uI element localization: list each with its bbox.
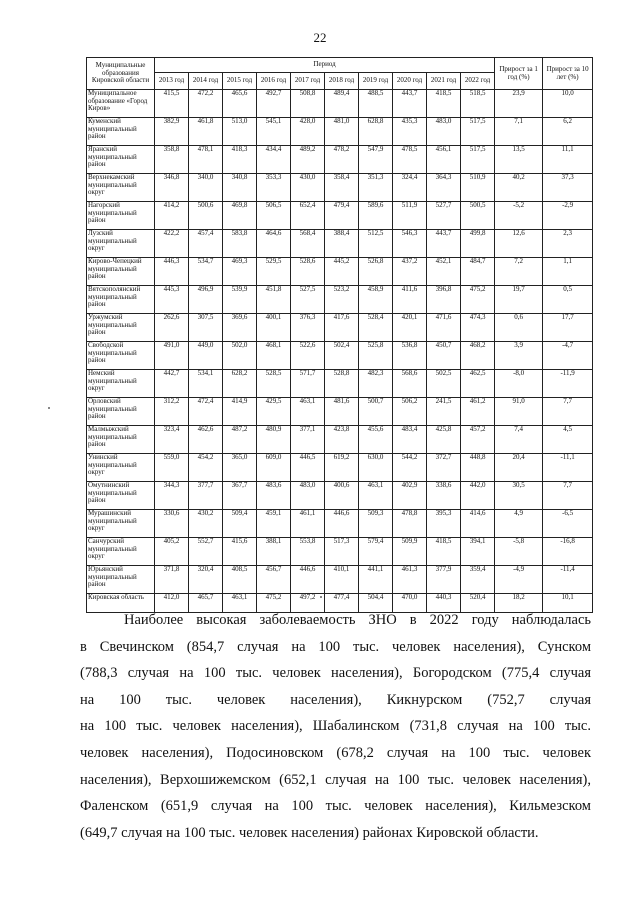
municipality-name: Унинский муниципальный округ (87, 454, 155, 482)
rate-cell: 506,2 (393, 398, 427, 426)
header-year: 2013 год (155, 73, 189, 90)
rate-cell: 517,3 (325, 538, 359, 566)
body-paragraph (80, 607, 591, 846)
rate-cell: 369,6 (223, 314, 257, 342)
rate-cell: 475,2 (461, 286, 495, 314)
rate-cell: 395,3 (427, 510, 461, 538)
rate-cell: 377,7 (189, 482, 223, 510)
header-year: 2014 год (189, 73, 223, 90)
rate-cell: 400,1 (257, 314, 291, 342)
growth-year-cell: 23,9 (495, 90, 543, 118)
header-year: 2019 год (359, 73, 393, 90)
municipality-name: Куменский муниципальный район (87, 118, 155, 146)
rate-cell: 527,7 (427, 202, 461, 230)
rate-cell: 344,3 (155, 482, 189, 510)
header-year: 2016 год (257, 73, 291, 90)
rate-cell: 619,2 (325, 454, 359, 482)
rate-cell: 483,0 (291, 482, 325, 510)
growth-year-cell: 91,0 (495, 398, 543, 426)
rate-cell: 463,1 (359, 482, 393, 510)
table-row (87, 202, 593, 230)
rate-cell: 408,5 (223, 566, 257, 594)
rate-cell: 484,7 (461, 258, 495, 286)
growth-year-cell: -4,9 (495, 566, 543, 594)
rate-cell: 488,5 (359, 90, 393, 118)
header-year: 2015 год (223, 73, 257, 90)
rate-cell: 510,9 (461, 174, 495, 202)
growth-10-cell: -2,9 (543, 202, 593, 230)
rate-cell: 470,0 (393, 594, 427, 613)
municipality-name: Свободской муниципальный район (87, 342, 155, 370)
header-year: 2021 год (427, 73, 461, 90)
rate-cell: 388,1 (257, 538, 291, 566)
rate-cell: 450,7 (427, 342, 461, 370)
municipality-name: Кирово-Чепецкий муниципальный район (87, 258, 155, 286)
growth-10-cell: 0,5 (543, 286, 593, 314)
rate-cell: 382,9 (155, 118, 189, 146)
table-row (87, 510, 593, 538)
growth-year-cell: 13,5 (495, 146, 543, 174)
rate-cell: 478,8 (393, 510, 427, 538)
rate-cell: 430,2 (189, 510, 223, 538)
table-row (87, 90, 593, 118)
rate-cell: 425,8 (427, 426, 461, 454)
rate-cell: 365,0 (223, 454, 257, 482)
rate-cell: 571,7 (291, 370, 325, 398)
table-row (87, 314, 593, 342)
rate-cell: 441,1 (359, 566, 393, 594)
rate-cell: 430,0 (291, 174, 325, 202)
rate-cell: 445,3 (155, 286, 189, 314)
growth-year-cell: 4,9 (495, 510, 543, 538)
rate-cell: 434,4 (257, 146, 291, 174)
rate-cell: 500,7 (359, 398, 393, 426)
rate-cell: 442,7 (155, 370, 189, 398)
growth-10-cell: -11,4 (543, 566, 593, 594)
rate-cell: 461,8 (189, 118, 223, 146)
growth-year-cell: 18,2 (495, 594, 543, 613)
growth-year-cell: -8,0 (495, 370, 543, 398)
rate-cell: 422,2 (155, 230, 189, 258)
rate-cell: 528,5 (257, 370, 291, 398)
municipality-name: Юрьянский муниципальный район (87, 566, 155, 594)
rate-cell: 353,3 (257, 174, 291, 202)
rate-cell: 497,2 (291, 594, 325, 613)
rate-cell: 396,8 (427, 286, 461, 314)
rate-cell: 544,2 (393, 454, 427, 482)
growth-10-cell: 10,0 (543, 90, 593, 118)
rate-cell: 469,8 (223, 202, 257, 230)
rate-cell: 307,5 (189, 314, 223, 342)
rate-cell: 528,6 (291, 258, 325, 286)
rate-cell: 547,9 (359, 146, 393, 174)
growth-year-cell: 40,2 (495, 174, 543, 202)
rate-cell: 522,6 (291, 342, 325, 370)
rate-cell: 491,0 (155, 342, 189, 370)
rate-cell: 457,2 (461, 426, 495, 454)
rate-cell: 472,4 (189, 398, 223, 426)
paragraph-line: на 100 тыс. человек населения), Шабалинском (731,8 случая на 100 тыс. (80, 718, 591, 735)
rate-cell: 377,1 (291, 426, 325, 454)
growth-10-cell: -4,7 (543, 342, 593, 370)
table-row (87, 174, 593, 202)
header-period: Период (155, 58, 495, 73)
growth-10-cell: 2,3 (543, 230, 593, 258)
growth-year-cell: 19,7 (495, 286, 543, 314)
growth-year-cell: 7,2 (495, 258, 543, 286)
municipality-name: Верхнекамский муниципальный округ (87, 174, 155, 202)
table-row (87, 286, 593, 314)
rate-cell: 583,8 (223, 230, 257, 258)
rate-cell: 477,4 (325, 594, 359, 613)
table-row (87, 398, 593, 426)
rate-cell: 568,6 (393, 370, 427, 398)
table-row (87, 426, 593, 454)
growth-year-cell: 12,6 (495, 230, 543, 258)
municipality-name: Немский муниципальный округ (87, 370, 155, 398)
rate-cell: 452,1 (427, 258, 461, 286)
table-row (87, 258, 593, 286)
rate-cell: 446,6 (291, 566, 325, 594)
rate-cell: 525,8 (359, 342, 393, 370)
municipality-name: Кировская область (87, 594, 155, 613)
rate-cell: 480,9 (257, 426, 291, 454)
rate-cell: 262,6 (155, 314, 189, 342)
rate-cell: 482,3 (359, 370, 393, 398)
growth-year-cell: 7,1 (495, 118, 543, 146)
header-year: 2017 год (291, 73, 325, 90)
rate-cell: 478,2 (325, 146, 359, 174)
rate-cell: 446,6 (325, 510, 359, 538)
header-growth-year: Прирост за 1 год (%) (495, 58, 543, 90)
growth-10-cell: 6,2 (543, 118, 593, 146)
rate-cell: 405,2 (155, 538, 189, 566)
rate-cell: 568,4 (291, 230, 325, 258)
rate-cell: 506,5 (257, 202, 291, 230)
rate-cell: 418,3 (223, 146, 257, 174)
rate-cell: 462,6 (189, 426, 223, 454)
growth-year-cell: 30,5 (495, 482, 543, 510)
paragraph-line: населения), Верхошижемском (652,1 случая на 100 тыс. человек населения), (80, 771, 591, 788)
rate-cell: 445,2 (325, 258, 359, 286)
paragraph-line: на 100 тыс. человек населения), Кикнурском (752,7 случая (80, 691, 591, 708)
rate-cell: 394,1 (461, 538, 495, 566)
rate-cell: 457,4 (189, 230, 223, 258)
rate-cell: 517,5 (461, 118, 495, 146)
municipality-name: Вятскополянский муниципальный район (87, 286, 155, 314)
rate-cell: 509,9 (393, 538, 427, 566)
rate-cell: 468,2 (461, 342, 495, 370)
rate-cell: 553,8 (291, 538, 325, 566)
municipality-name: Яранский муниципальный район (87, 146, 155, 174)
rate-cell: 418,5 (427, 538, 461, 566)
rate-cell: 402,9 (393, 482, 427, 510)
rate-cell: 346,8 (155, 174, 189, 202)
rate-cell: 508,8 (291, 90, 325, 118)
rate-cell: 528,4 (359, 314, 393, 342)
table-row (87, 538, 593, 566)
rate-cell: 500,5 (461, 202, 495, 230)
municipality-name: Нагорский муниципальный район (87, 202, 155, 230)
rate-cell: 609,0 (257, 454, 291, 482)
growth-10-cell: -11,1 (543, 454, 593, 482)
rate-cell: 492,7 (257, 90, 291, 118)
scan-dot (48, 407, 50, 409)
rate-cell: 552,7 (189, 538, 223, 566)
growth-10-cell: -6,5 (543, 510, 593, 538)
rate-cell: 526,8 (359, 258, 393, 286)
rate-cell: 323,4 (155, 426, 189, 454)
rate-cell: 312,2 (155, 398, 189, 426)
rate-cell: 628,8 (359, 118, 393, 146)
rate-cell: 472,2 (189, 90, 223, 118)
rate-cell: 428,0 (291, 118, 325, 146)
table-row (87, 370, 593, 398)
municipality-name: Омутнинский муниципальный район (87, 482, 155, 510)
rate-cell: 241,5 (427, 398, 461, 426)
rate-cell: 437,2 (393, 258, 427, 286)
rate-cell: 371,8 (155, 566, 189, 594)
rate-cell: 340,8 (223, 174, 257, 202)
morbidity-table (86, 57, 593, 613)
rate-cell: 520,4 (461, 594, 495, 613)
rate-cell: 338,6 (427, 482, 461, 510)
rate-cell: 509,4 (223, 510, 257, 538)
rate-cell: 528,8 (325, 370, 359, 398)
paragraph-line: (788,3 случая на 100 тыс. человек населения), Богородском (775,4 случая (80, 665, 591, 682)
rate-cell: 462,5 (461, 370, 495, 398)
rate-cell: 423,8 (325, 426, 359, 454)
rate-cell: 523,2 (325, 286, 359, 314)
rate-cell: 478,1 (189, 146, 223, 174)
table-row (87, 230, 593, 258)
rate-cell: 420,1 (393, 314, 427, 342)
rate-cell: 559,0 (155, 454, 189, 482)
header-year: 2018 год (325, 73, 359, 90)
rate-cell: 483,0 (427, 118, 461, 146)
rate-cell: 410,1 (325, 566, 359, 594)
rate-cell: 367,7 (223, 482, 257, 510)
municipality-name: Санчурский муниципальный округ (87, 538, 155, 566)
growth-10-cell: 7,7 (543, 398, 593, 426)
rate-cell: 359,4 (461, 566, 495, 594)
rate-cell: 415,6 (223, 538, 257, 566)
rate-cell: 456,1 (427, 146, 461, 174)
rate-cell: 502,5 (427, 370, 461, 398)
rate-cell: 545,1 (257, 118, 291, 146)
rate-cell: 481,6 (325, 398, 359, 426)
rate-cell: 372,7 (427, 454, 461, 482)
rate-cell: 518,5 (461, 90, 495, 118)
growth-year-cell: -5,8 (495, 538, 543, 566)
rate-cell: 454,2 (189, 454, 223, 482)
table-row (87, 342, 593, 370)
rate-cell: 534,1 (189, 370, 223, 398)
paragraph-line: Фаленском (651,9 случая на 100 тыс. человек населения), Кильмезском (80, 798, 591, 815)
growth-10-cell: -16,8 (543, 538, 593, 566)
growth-year-cell: 20,4 (495, 454, 543, 482)
rate-cell: 461,1 (291, 510, 325, 538)
rate-cell: 500,6 (189, 202, 223, 230)
growth-10-cell: 7,7 (543, 482, 593, 510)
growth-year-cell: -5,2 (495, 202, 543, 230)
page-number: 22 (313, 30, 327, 45)
header-growth-10: Прирост за 10 лет (%) (543, 58, 593, 90)
rate-cell: 465,7 (189, 594, 223, 613)
municipality-name: Малмыжский муниципальный район (87, 426, 155, 454)
rate-cell: 461,2 (461, 398, 495, 426)
rate-cell: 539,9 (223, 286, 257, 314)
rate-cell: 529,5 (257, 258, 291, 286)
rate-cell: 320,4 (189, 566, 223, 594)
municipality-name: Орловский муниципальный район (87, 398, 155, 426)
rate-cell: 468,1 (257, 342, 291, 370)
rate-cell: 411,6 (393, 286, 427, 314)
rate-cell: 417,6 (325, 314, 359, 342)
rate-cell: 459,1 (257, 510, 291, 538)
table-row (87, 118, 593, 146)
rate-cell: 455,6 (359, 426, 393, 454)
rate-cell: 534,7 (189, 258, 223, 286)
paragraph-line: в Свечинском (854,7 случая на 100 тыс. человек населения), Сунском (80, 638, 591, 655)
rate-cell: 463,1 (223, 594, 257, 613)
rate-cell: 449,0 (189, 342, 223, 370)
growth-10-cell: 4,5 (543, 426, 593, 454)
rate-cell: 451,8 (257, 286, 291, 314)
paragraph-line: человек населения), Подосиновском (678,2 случая на 100 тыс. человек (80, 744, 591, 761)
rate-cell: 463,1 (291, 398, 325, 426)
rate-cell: 414,2 (155, 202, 189, 230)
rate-cell: 478,5 (393, 146, 427, 174)
header-year: 2022 год (461, 73, 495, 90)
rate-cell: 364,3 (427, 174, 461, 202)
rate-cell: 443,7 (393, 90, 427, 118)
rate-cell: 474,3 (461, 314, 495, 342)
rate-cell: 414,6 (461, 510, 495, 538)
rate-cell: 479,4 (325, 202, 359, 230)
rate-cell: 440,3 (427, 594, 461, 613)
rate-cell: 340,0 (189, 174, 223, 202)
rate-cell: 511,9 (393, 202, 427, 230)
paragraph-line: Наиболее высокая заболеваемость ЗНО в 2022 году наблюдалась (124, 612, 591, 628)
rate-cell: 499,8 (461, 230, 495, 258)
rate-cell: 376,3 (291, 314, 325, 342)
rate-cell: 487,2 (223, 426, 257, 454)
rate-cell: 461,3 (393, 566, 427, 594)
growth-10-cell: 1,1 (543, 258, 593, 286)
rate-cell: 400,6 (325, 482, 359, 510)
scan-dot (320, 596, 322, 598)
rate-cell: 464,6 (257, 230, 291, 258)
rate-cell: 414,9 (223, 398, 257, 426)
rate-cell: 512,5 (359, 230, 393, 258)
rate-cell: 483,6 (257, 482, 291, 510)
rate-cell: 351,3 (359, 174, 393, 202)
growth-10-cell: -11,9 (543, 370, 593, 398)
growth-year-cell: 7,4 (495, 426, 543, 454)
growth-10-cell: 17,7 (543, 314, 593, 342)
rate-cell: 415,5 (155, 90, 189, 118)
rate-cell: 579,4 (359, 538, 393, 566)
rate-cell: 324,4 (393, 174, 427, 202)
municipality-name: Муниципальное образование «Город Киров» (87, 90, 155, 118)
rate-cell: 536,8 (393, 342, 427, 370)
growth-10-cell: 37,3 (543, 174, 593, 202)
municipality-name: Лузский муниципальный округ (87, 230, 155, 258)
rate-cell: 469,3 (223, 258, 257, 286)
rate-cell: 442,0 (461, 482, 495, 510)
rate-cell: 377,9 (427, 566, 461, 594)
rate-cell: 443,7 (427, 230, 461, 258)
rate-cell: 456,7 (257, 566, 291, 594)
rate-cell: 358,4 (325, 174, 359, 202)
rate-cell: 429,5 (257, 398, 291, 426)
header-year: 2020 год (393, 73, 427, 90)
rate-cell: 513,0 (223, 118, 257, 146)
rate-cell: 502,0 (223, 342, 257, 370)
rate-cell: 435,3 (393, 118, 427, 146)
rate-cell: 504,4 (359, 594, 393, 613)
rate-cell: 652,4 (291, 202, 325, 230)
rate-cell: 448,8 (461, 454, 495, 482)
table-row (87, 146, 593, 174)
rate-cell: 483,4 (393, 426, 427, 454)
table-row (87, 566, 593, 594)
rate-cell: 446,3 (155, 258, 189, 286)
rate-cell: 446,5 (291, 454, 325, 482)
rate-cell: 489,2 (291, 146, 325, 174)
rate-cell: 418,5 (427, 90, 461, 118)
table-row (87, 482, 593, 510)
rate-cell: 330,6 (155, 510, 189, 538)
table-row (87, 454, 593, 482)
municipality-name: Уржумский муниципальный район (87, 314, 155, 342)
rate-cell: 509,3 (359, 510, 393, 538)
rate-cell: 628,2 (223, 370, 257, 398)
rate-cell: 589,6 (359, 202, 393, 230)
rate-cell: 471,6 (427, 314, 461, 342)
rate-cell: 496,9 (189, 286, 223, 314)
municipality-name: Мурашинский муниципальный округ (87, 510, 155, 538)
rate-cell: 358,8 (155, 146, 189, 174)
rate-cell: 527,5 (291, 286, 325, 314)
rate-cell: 630,0 (359, 454, 393, 482)
rate-cell: 546,3 (393, 230, 427, 258)
rate-cell: 475,2 (257, 594, 291, 613)
rate-cell: 489,4 (325, 90, 359, 118)
rate-cell: 388,4 (325, 230, 359, 258)
growth-10-cell: 10,1 (543, 594, 593, 613)
rate-cell: 517,5 (461, 146, 495, 174)
rate-cell: 412,0 (155, 594, 189, 613)
rate-cell: 465,6 (223, 90, 257, 118)
growth-10-cell: 11,1 (543, 146, 593, 174)
header-municipality: Муниципальные образования Кировской области (87, 58, 155, 90)
paragraph-line: (649,7 случая на 100 тыс. человек населения) районах Кировской области. (80, 824, 539, 841)
rate-cell: 481,0 (325, 118, 359, 146)
growth-year-cell: 0,6 (495, 314, 543, 342)
growth-year-cell: 3,9 (495, 342, 543, 370)
rate-cell: 458,9 (359, 286, 393, 314)
rate-cell: 502,4 (325, 342, 359, 370)
